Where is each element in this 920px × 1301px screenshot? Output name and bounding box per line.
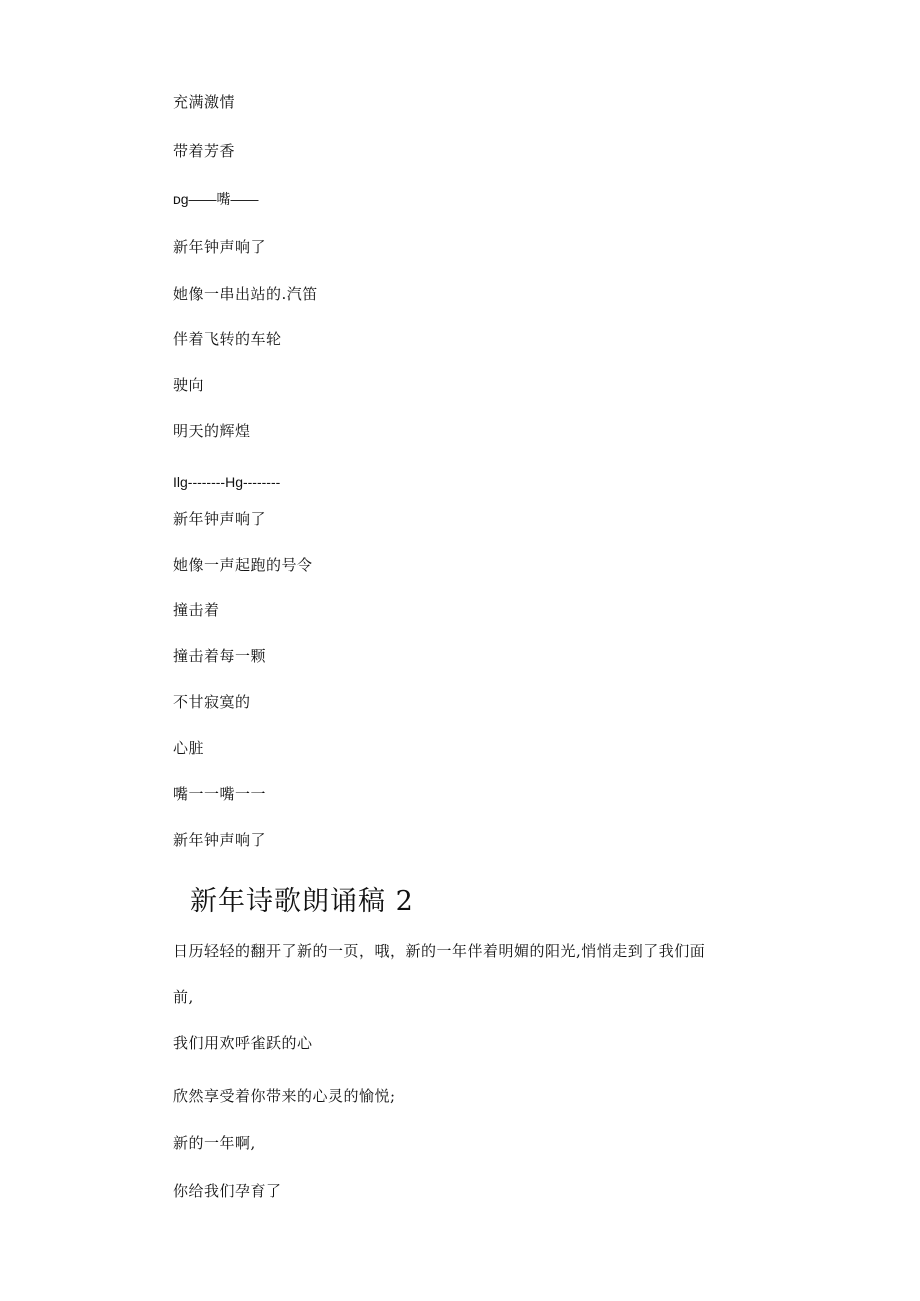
paragraph-line: 你给我们孕育了 [173, 1182, 282, 1200]
paragraph-line: 日历轻轻的翻开了新的一页，哦，新的一年伴着明媚的阳光,悄悄走到了我们面 [173, 942, 706, 960]
paragraph-line: 新的一年啊, [173, 1134, 256, 1152]
poem-line: 撞击着 [173, 601, 220, 619]
poem-line: 伴着飞转的车轮 [173, 330, 282, 348]
paragraph-line: 前, [173, 988, 194, 1006]
poem-line: 带着芳香 [173, 142, 236, 160]
poem-line: Ilg--------Hg-------- [173, 474, 281, 490]
poem-line: 驶向 [173, 376, 205, 394]
section-heading: 新年诗歌朗诵稿 2 [190, 886, 414, 917]
poem-line: ᴅg——嘴—— [173, 191, 259, 207]
poem-line: 心脏 [173, 739, 205, 757]
paragraph-line: 欣然享受着你带来的心灵的愉悦; [173, 1087, 396, 1105]
poem-line: 她像一串出站的.汽笛 [173, 285, 318, 303]
poem-line: 撞击着每一颗 [173, 647, 267, 665]
poem-line: 不甘寂寞的 [173, 693, 251, 711]
poem-line: 充满激情 [173, 93, 236, 111]
poem-line: 明天的辉煌 [173, 422, 251, 440]
paragraph-line: 我们用欢呼雀跃的心 [173, 1034, 313, 1052]
poem-line: 她像一声起跑的号令 [173, 556, 313, 574]
poem-line: 新年钟声响了 [173, 238, 267, 256]
poem-line: 嘴一一嘴一一 [173, 785, 267, 803]
poem-line: 新年钟声响了 [173, 510, 267, 528]
poem-line: 新年钟声响了 [173, 831, 267, 849]
